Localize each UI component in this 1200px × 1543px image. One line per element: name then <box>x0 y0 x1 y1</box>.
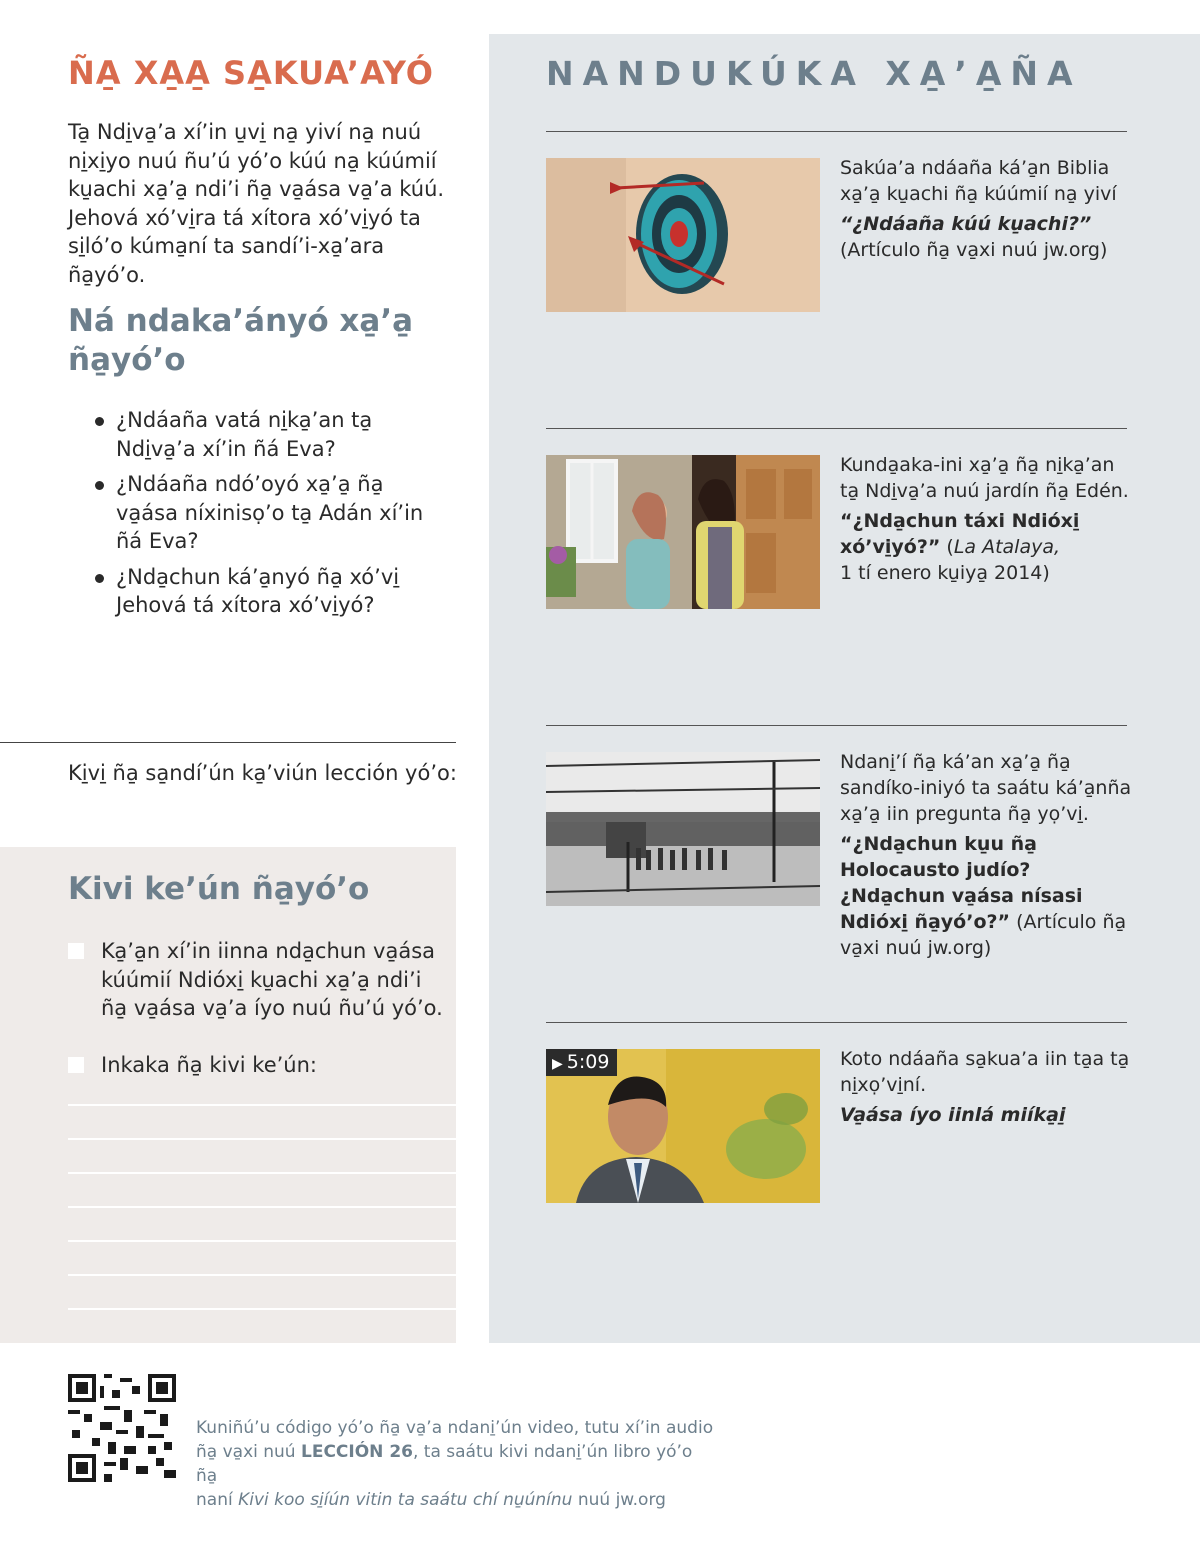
writing-line[interactable] <box>68 1104 456 1106</box>
writing-line[interactable] <box>68 1206 456 1208</box>
goal-text: Inkaka ña̱ kivi ke’ún: <box>101 1053 317 1077</box>
goal-item <box>68 937 448 1023</box>
divider <box>546 725 1127 726</box>
writing-line[interactable] <box>68 1138 456 1140</box>
resource-link[interactable]: “¿Nda̱chun ku̱u ña̱ Holocausto judío? ¿Nda̱chun va̱ása nísasi Ndióxi̱ ña̱yó’o?” <box>840 833 1083 933</box>
summary-text: Ta̱ Ndi̱va̱’a xí’in u̱vi̱ na̱ yiví na̱ nuú ni̱xi̱yo nuú ñu’ú yó’o kúú na̱ kúúmií ku̱achi xa̱’a̱ ndi’i ña̱ va̱ása va̱’a kúú. Jehová xó’vi̱ra tá xítora xó’vi̱yó ta si̱ló’o kúma̱ní ta sandí’i-xa̱’ara ña̱yó’o. <box>68 120 445 287</box>
goals-panel <box>0 847 456 1343</box>
footer-text: Kuniñú’u código yó’o ña̱ va̱’a ndani̱’ún video, tutu xí’in audio ña̱ va̱xi nuú LECCIÓN 26, ta saátu kivi ndani̱’ún libro yó’o ña̱ naní Kivi koo si̱íún vitin ta saátu chí nu̱únínu nuú jw.org <box>196 1418 714 1510</box>
goal-item <box>68 1051 448 1080</box>
review-question: ¿Nda̱chun ká’a̱nyó ña̱ xó’vi̱ Jehová tá xítora xó’vi̱yó? <box>92 563 452 620</box>
video-duration-badge: ▶ 5:09 <box>546 1049 617 1076</box>
writing-line[interactable] <box>68 1274 456 1276</box>
writing-line[interactable] <box>68 1308 456 1310</box>
goals-title: Kivi ke’ún ña̱yó’o <box>68 871 370 907</box>
resource-citation: “¿Nda̱chun táxi Ndióxi̱ xó’vi̱yó?” (La Atalaya, 1 tí enero ku̱iya̱ 2014) <box>840 510 1080 584</box>
holocaust-camp-image[interactable] <box>546 752 820 906</box>
resource-text <box>840 452 1135 586</box>
divider <box>546 131 1127 132</box>
video-thumbnail[interactable] <box>546 1049 820 1203</box>
writing-line[interactable] <box>68 1172 456 1174</box>
women-at-door-image[interactable] <box>546 455 820 609</box>
target-image[interactable] <box>546 158 820 312</box>
resource-link[interactable]: “¿Nda̱chun táxi Ndióxi̱ xó’vi̱yó?” <box>840 510 1080 558</box>
divider <box>546 1022 1127 1023</box>
review-question: ¿Ndáaña ndó’oyó xa̱’a̱ ña̱ va̱ása níxinisọ’o ta̱ Adán xí’in ñá Eva? <box>92 470 452 556</box>
resource-text <box>840 749 1135 961</box>
resource-text <box>840 1046 1135 1128</box>
resource-text <box>840 155 1135 263</box>
summary-title: ÑA̱ XA̱A̱ SA̱KUA’AYÓ <box>68 54 434 92</box>
resource-link[interactable]: Va̱ása íyo iinlá miíka̱i̱ <box>840 1104 1066 1126</box>
next-lesson-date-label: Ki̱vi̱ ña̱ sa̱ndí’ún ka̱’viún lección yó’o: <box>68 761 457 785</box>
goal-checkbox[interactable] <box>68 943 84 959</box>
goal-checkbox[interactable] <box>68 1057 84 1073</box>
writing-line[interactable] <box>68 1240 456 1242</box>
play-icon: ▶ <box>552 1056 563 1072</box>
review-questions <box>92 406 452 627</box>
divider <box>0 742 456 743</box>
resource-source: (Artículo ña̱ va̱xi nuú jw.org) <box>840 239 1108 261</box>
explore-title: NANDUKÚKA XA̱’A̱ÑA <box>546 54 1082 93</box>
resource-intro: Koto ndáaña sa̱kua’a iin ta̱a ta̱ ni̱xọ’vi̱ní. <box>840 1048 1130 1096</box>
resource-link[interactable]: “¿Ndáaña kúú ku̱achi?” <box>840 213 1092 235</box>
resource-intro: Ndani̱’í ña̱ ká’an xa̱’a̱ ña̱ sandíko-iniyó ta saátu ká’a̱nña xa̱’a̱ iin pregunta ña̱ yọ’vi̱. <box>840 751 1132 825</box>
divider <box>546 428 1127 429</box>
review-question: ¿Ndáaña vatá ni̱ka̱’an ta̱ Ndi̱va̱’a xí’in ñá Eva? <box>92 406 452 463</box>
resource-citation: “¿Nda̱chun ku̱u ña̱ Holocausto judío? ¿Nda̱chun va̱ása nísasi Ndióxi̱ ña̱yó’o?” (Artículo ña̱ va̱xi nuú jw.org) <box>840 833 1127 959</box>
goal-text: Ka̱’a̱n xí’in iinna nda̱chun va̱ása kúúmií Ndióxi̱ ku̱achi xa̱’a̱ ndi’i ña̱ va̱ása va̱’a íyo nuú ñu’ú yó’o. <box>101 939 443 1020</box>
resource-intro: Kunda̱aka-ini xa̱’a̱ ña̱ ni̱ka̱’an ta̱ Ndi̱va̱’a nuú jardín ña̱ Edén. <box>840 454 1129 502</box>
review-title: Ná ndaka’ányó xa̱’a̱ ña̱yó’o <box>68 303 414 378</box>
qr-code[interactable] <box>68 1374 176 1482</box>
resource-intro: Sakúa’a ndáaña ká’a̱n Biblia xa̱’a̱ ku̱achi ña̱ kúúmií na̱ yiví <box>840 157 1117 205</box>
